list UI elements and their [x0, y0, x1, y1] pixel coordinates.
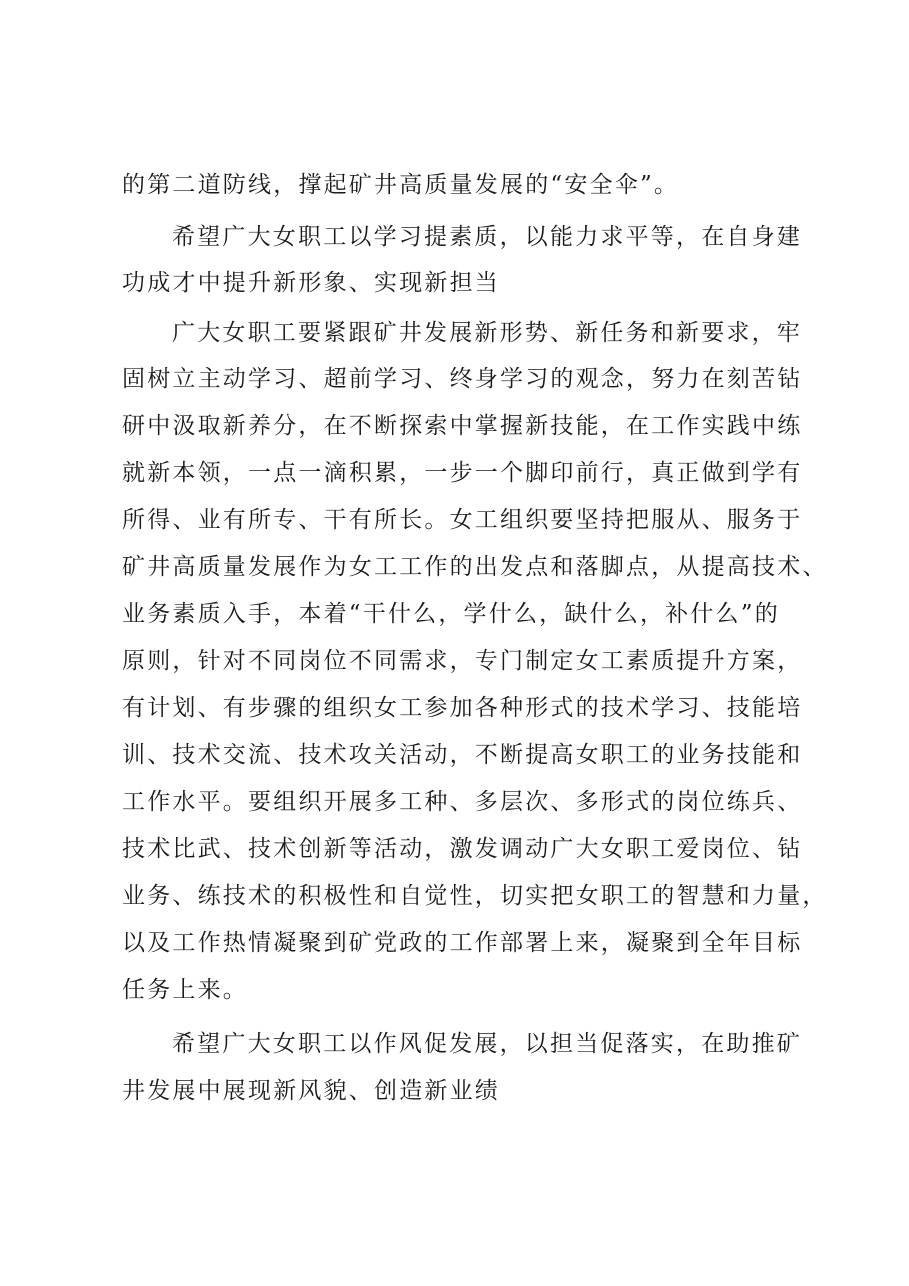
paragraph-3-line-9: 有计划、有步骤的组织女工参加各种形式的技术学习、技能培	[122, 695, 803, 721]
paragraph-3-line-8: 原则，针对不同岗位不同需求，专门制定女工素质提升方案，	[122, 648, 803, 674]
paragraph-3-line-13: 业务、练技术的积极性和自觉性，切实把女职工的智慧和力量，	[122, 883, 828, 909]
paragraph-3-line-15: 任务上来。	[122, 977, 248, 1003]
paragraph-4-line-2: 井发展中展现新风貌、创造新业绩	[122, 1078, 500, 1104]
paragraph-3-line-14: 以及工作热情凝聚到矿党政的工作部署上来，凝聚到全年目标	[122, 930, 803, 956]
paragraph-3-line-11: 工作水平。要组织开展多工种、多层次、多形式的岗位练兵、	[122, 789, 803, 815]
paragraph-2-line-1: 希望广大女职工以学习提素质，以能力求平等，在自身建	[172, 224, 802, 250]
paragraph-3-line-2: 固树立主动学习、超前学习、终身学习的观念，努力在刻苦钻	[122, 366, 803, 392]
paragraph-2-line-2: 功成才中提升新形象、实现新担当	[122, 270, 500, 296]
paragraph-3-line-5: 所得、业有所专、干有所长。女工组织要坚持把服从、服务于	[122, 507, 803, 533]
paragraph-4-line-1: 希望广大女职工以作风促发展，以担当促落实，在助推矿	[172, 1031, 802, 1057]
paragraph-3-line-10: 训、技术交流、技术攻关活动，不断提高女职工的业务技能和	[122, 742, 803, 768]
paragraph-3-line-3: 研中汲取新养分，在不断探索中掌握新技能，在工作实践中练	[122, 413, 803, 439]
paragraph-3-line-4: 就新本领，一点一滴积累，一步一个脚印前行，真正做到学有	[122, 460, 803, 486]
paragraph-3-line-1: 广大女职工要紧跟矿井发展新形势、新任务和新要求，牢	[172, 320, 802, 346]
paragraph-3-line-12: 技术比武、技术创新等活动，激发调动广大女职工爱岗位、钻	[122, 836, 803, 862]
paragraph-3-line-6: 矿井高质量发展作为女工工作的出发点和落脚点，从提高技术、	[122, 554, 828, 580]
paragraph-3-line-7: 业务素质入手，本着“干什么，学什么，缺什么，补什么”的	[122, 601, 780, 627]
paragraph-1-line-1: 的第二道防线，撑起矿井高质量发展的“安全伞”。	[122, 172, 680, 198]
